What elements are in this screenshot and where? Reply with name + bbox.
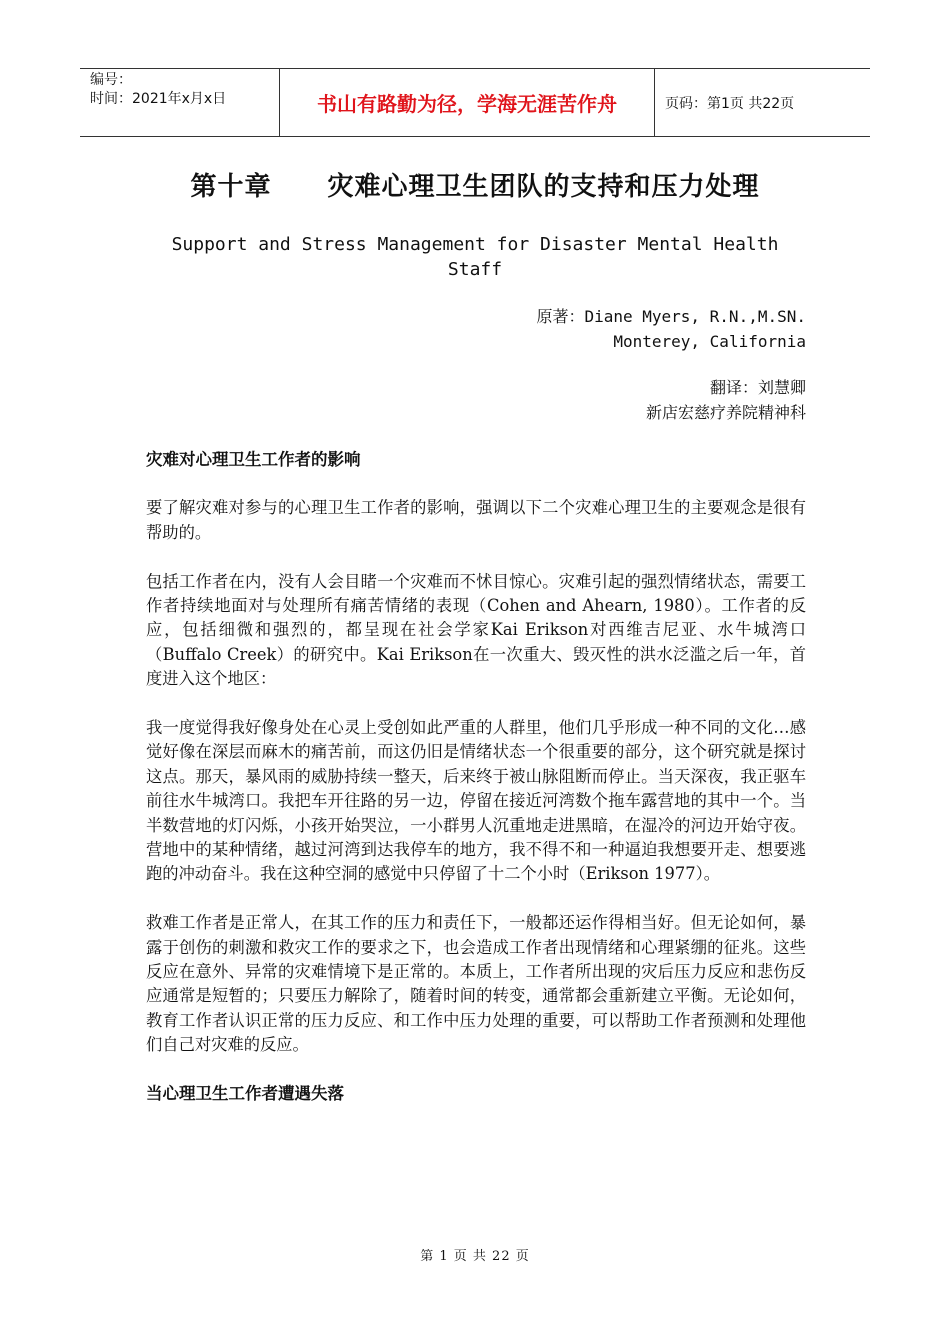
time-label: 时间：2021年x月x日 (90, 91, 227, 107)
paragraph: 包括工作者在内，没有人会目睹一个灾难而不怵目惊心。灾难引起的强烈情绪状态，需要工作者持续地面对与处理所有痛苦情绪的表现（Cohen and Ahearn, 1980）。工作者的反应，包括细微和强烈的，都呈现在社会学家Kai Erikson对西维吉尼亚、水牛城湾口（Buffalo Creek）的研究中。Kai Erikson在一次重大、毁灭性的洪水泛滥之后一年，首度进入这个地区： (146, 571, 806, 689)
author-line2: Monterey, California (613, 332, 806, 351)
header-meta (80, 69, 280, 136)
chapter-title (0, 166, 950, 203)
number-label: 编号： (90, 72, 132, 88)
paragraph: 要了解灾难对参与的心理卫生工作者的影响，强调以下二个灾难心理卫生的主要观念是很有帮助的。 (146, 498, 806, 542)
english-title-line1: Support and Stress Management for Disaster Mental Health (171, 234, 779, 255)
page-footer: 第 1 页 共 22 页 (420, 1249, 530, 1264)
header-motto: 书山有路勤为径，学海无涯苦作舟 (280, 69, 655, 136)
paragraph: 救难工作者是正常人，在其工作的压力和责任下，一般都还运作得相当好。但无论如何，暴露于创伤的刺激和救灾工作的要求之下，也会造成工作者出现情绪和心理紧绷的征兆。这些反应在意外、异常的灾难情境下是正常的。本质上，工作者所出现的灾后压力反应和悲伤反应通常是短暂的；只要压力解除了，随着时间的转变，通常都会重新建立平衡。无论如何，教育工作者认识正常的压力反应、和工作中压力处理的重要，可以帮助工作者预测和处理他们自己对灾难的反应。 (146, 913, 806, 1055)
header-table (80, 68, 870, 137)
author-credit (536, 304, 806, 354)
body-content (146, 448, 806, 1131)
translator-line2: 新店宏慈疗养院精神科 (645, 403, 806, 422)
chapter-name: 灾难心理卫生团队的支持和压力处理 (327, 172, 760, 202)
author-line1: 原著：Diane Myers, R.N.,M.SN. (536, 307, 806, 326)
english-title (150, 232, 800, 282)
section-heading-impact: 灾难对心理卫生工作者的影响 (146, 450, 361, 469)
english-title-line2: Staff (447, 259, 503, 280)
translator-line1: 翻译：刘慧卿 (709, 378, 806, 397)
chapter-number: 第十章 (190, 172, 272, 202)
section-heading-loss: 当心理卫生工作者遭遇失落 (146, 1084, 344, 1104)
quote-paragraph: 我一度觉得我好像身处在心灵上受创如此严重的人群里，他们几乎形成一种不同的文化…感觉好像在深层而麻木的痛苦前，而这仍旧是情绪状态一个很重要的部分，这个研究就是探讨这点。那天，暴风雨的威胁持续一整天，后来终于被山脉阻断而停止。当天深夜，我正驱车前往水牛城湾口。我把车开往路的另一边，停留在接近河湾数个拖车露营地的其中一个。当半数营地的灯闪烁，小孩开始哭泣，一小群男人沉重地走进黑暗，在湿冷的河边开始守夜。营地中的某种情绪，越过河湾到达我停车的地方，我不得不和一种逼迫我想要开走、想要逃跑的冲动奋斗。我在这种空洞的感觉中只停留了十二个小时（Erikson 1977）。 (146, 718, 806, 884)
header-page-code: 页码：第1页 共22页 (665, 95, 795, 112)
translator-credit (646, 375, 806, 425)
